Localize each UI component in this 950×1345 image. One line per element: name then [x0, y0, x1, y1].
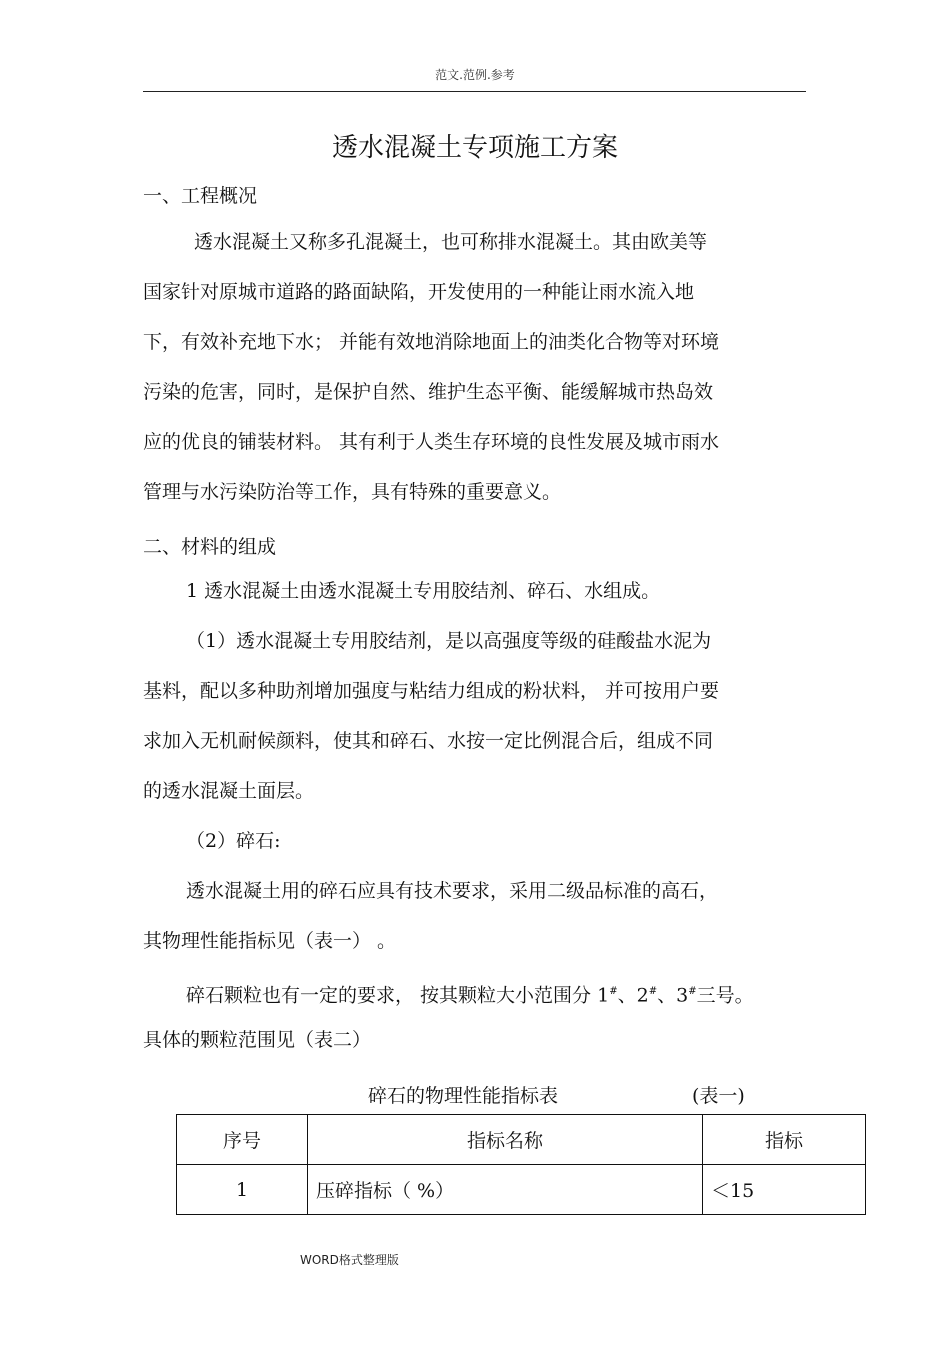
section-heading-2: 二、材料的组成 — [143, 536, 277, 558]
paragraph-line: 求加入无机耐候颜料，使其和碎石、水按一定比例混合后，组成不同 — [143, 730, 714, 752]
paragraph-line: 透水混凝土用的碎石应具有技术要求，采用二级品标准的高石， — [186, 880, 719, 902]
section-heading-1: 一、工程概况 — [143, 185, 258, 207]
page-footer: WORD格式整理版 — [300, 1253, 399, 1267]
document-title: 透水混凝土专项施工方案 — [331, 133, 618, 163]
table-cell: 压碎指标（ %） — [308, 1165, 703, 1215]
paragraph-line: 污染的危害，同时，是保护自然、维护生态平衡、能缓解城市热岛效 — [143, 381, 714, 403]
table-caption-ref: (表一) — [692, 1085, 745, 1107]
grain-sep: 、 — [617, 984, 637, 1007]
grain-num-2: 2 — [636, 984, 649, 1007]
table-cell: 1 — [177, 1165, 308, 1215]
table-header-cell: 指标名称 — [308, 1115, 703, 1165]
grain-size-line — [186, 982, 754, 1005]
grain-num-1: 1 — [597, 984, 610, 1007]
paragraph-line: 的透水混凝土面层。 — [143, 780, 315, 802]
paragraph-line: 国家针对原城市道路的路面缺陷，开发使用的一种能让雨水流入地 — [143, 281, 695, 303]
paragraph-line: 其物理性能指标见（表一） 。 — [143, 930, 397, 952]
table-caption: 碎石的物理性能指标表 — [368, 1085, 559, 1107]
header-divider — [143, 91, 806, 92]
table-row — [177, 1165, 866, 1215]
table-header-cell: 序号 — [177, 1115, 308, 1165]
grain-text: 碎石颗粒也有一定的要求， 按其颗粒大小范围分 — [186, 984, 598, 1007]
grain-suffix: 三号。 — [696, 984, 754, 1007]
grain-num-3: 3 — [676, 984, 689, 1007]
item-line: 1 透水混凝土由透水混凝土专用胶结剂、碎石、水组成。 — [186, 580, 661, 602]
table-cell: ＜15 — [703, 1165, 866, 1215]
paragraph-line: 具体的颗粒范围见（表二） — [143, 1029, 372, 1051]
grain-mark: # — [648, 986, 658, 997]
paragraph-line: 透水混凝土又称多孔混凝土，也可称排水混凝土。其由欧美等 — [194, 231, 708, 253]
paragraph-line: 应的优良的铺装材料。 其有利于人类生存环境的良性发展及城市雨水 — [143, 431, 720, 453]
grain-mark: # — [609, 986, 618, 997]
paragraph-line: （1）透水混凝土专用胶结剂，是以高强度等级的硅酸盐水泥为 — [186, 630, 712, 652]
paragraph-line: 基料，配以多种助剂增加强度与粘结力组成的粉状料， 并可按用户要 — [143, 680, 720, 702]
paragraph-line: 管理与水污染防治等工作，具有特殊的重要意义。 — [143, 481, 562, 503]
paragraph-line: 下，有效补充地下水； 并能有效地消除地面上的油类化合物等对环境 — [143, 331, 720, 353]
page-header: 范文.范例.参考 — [435, 68, 515, 82]
table-header-cell: 指标 — [703, 1115, 866, 1165]
physical-properties-table — [176, 1114, 866, 1215]
grain-mark: # — [688, 986, 697, 997]
subheading-gravel: （2）碎石: — [186, 830, 281, 852]
grain-sep: 、 — [657, 984, 677, 1007]
table-header-row — [177, 1115, 866, 1165]
